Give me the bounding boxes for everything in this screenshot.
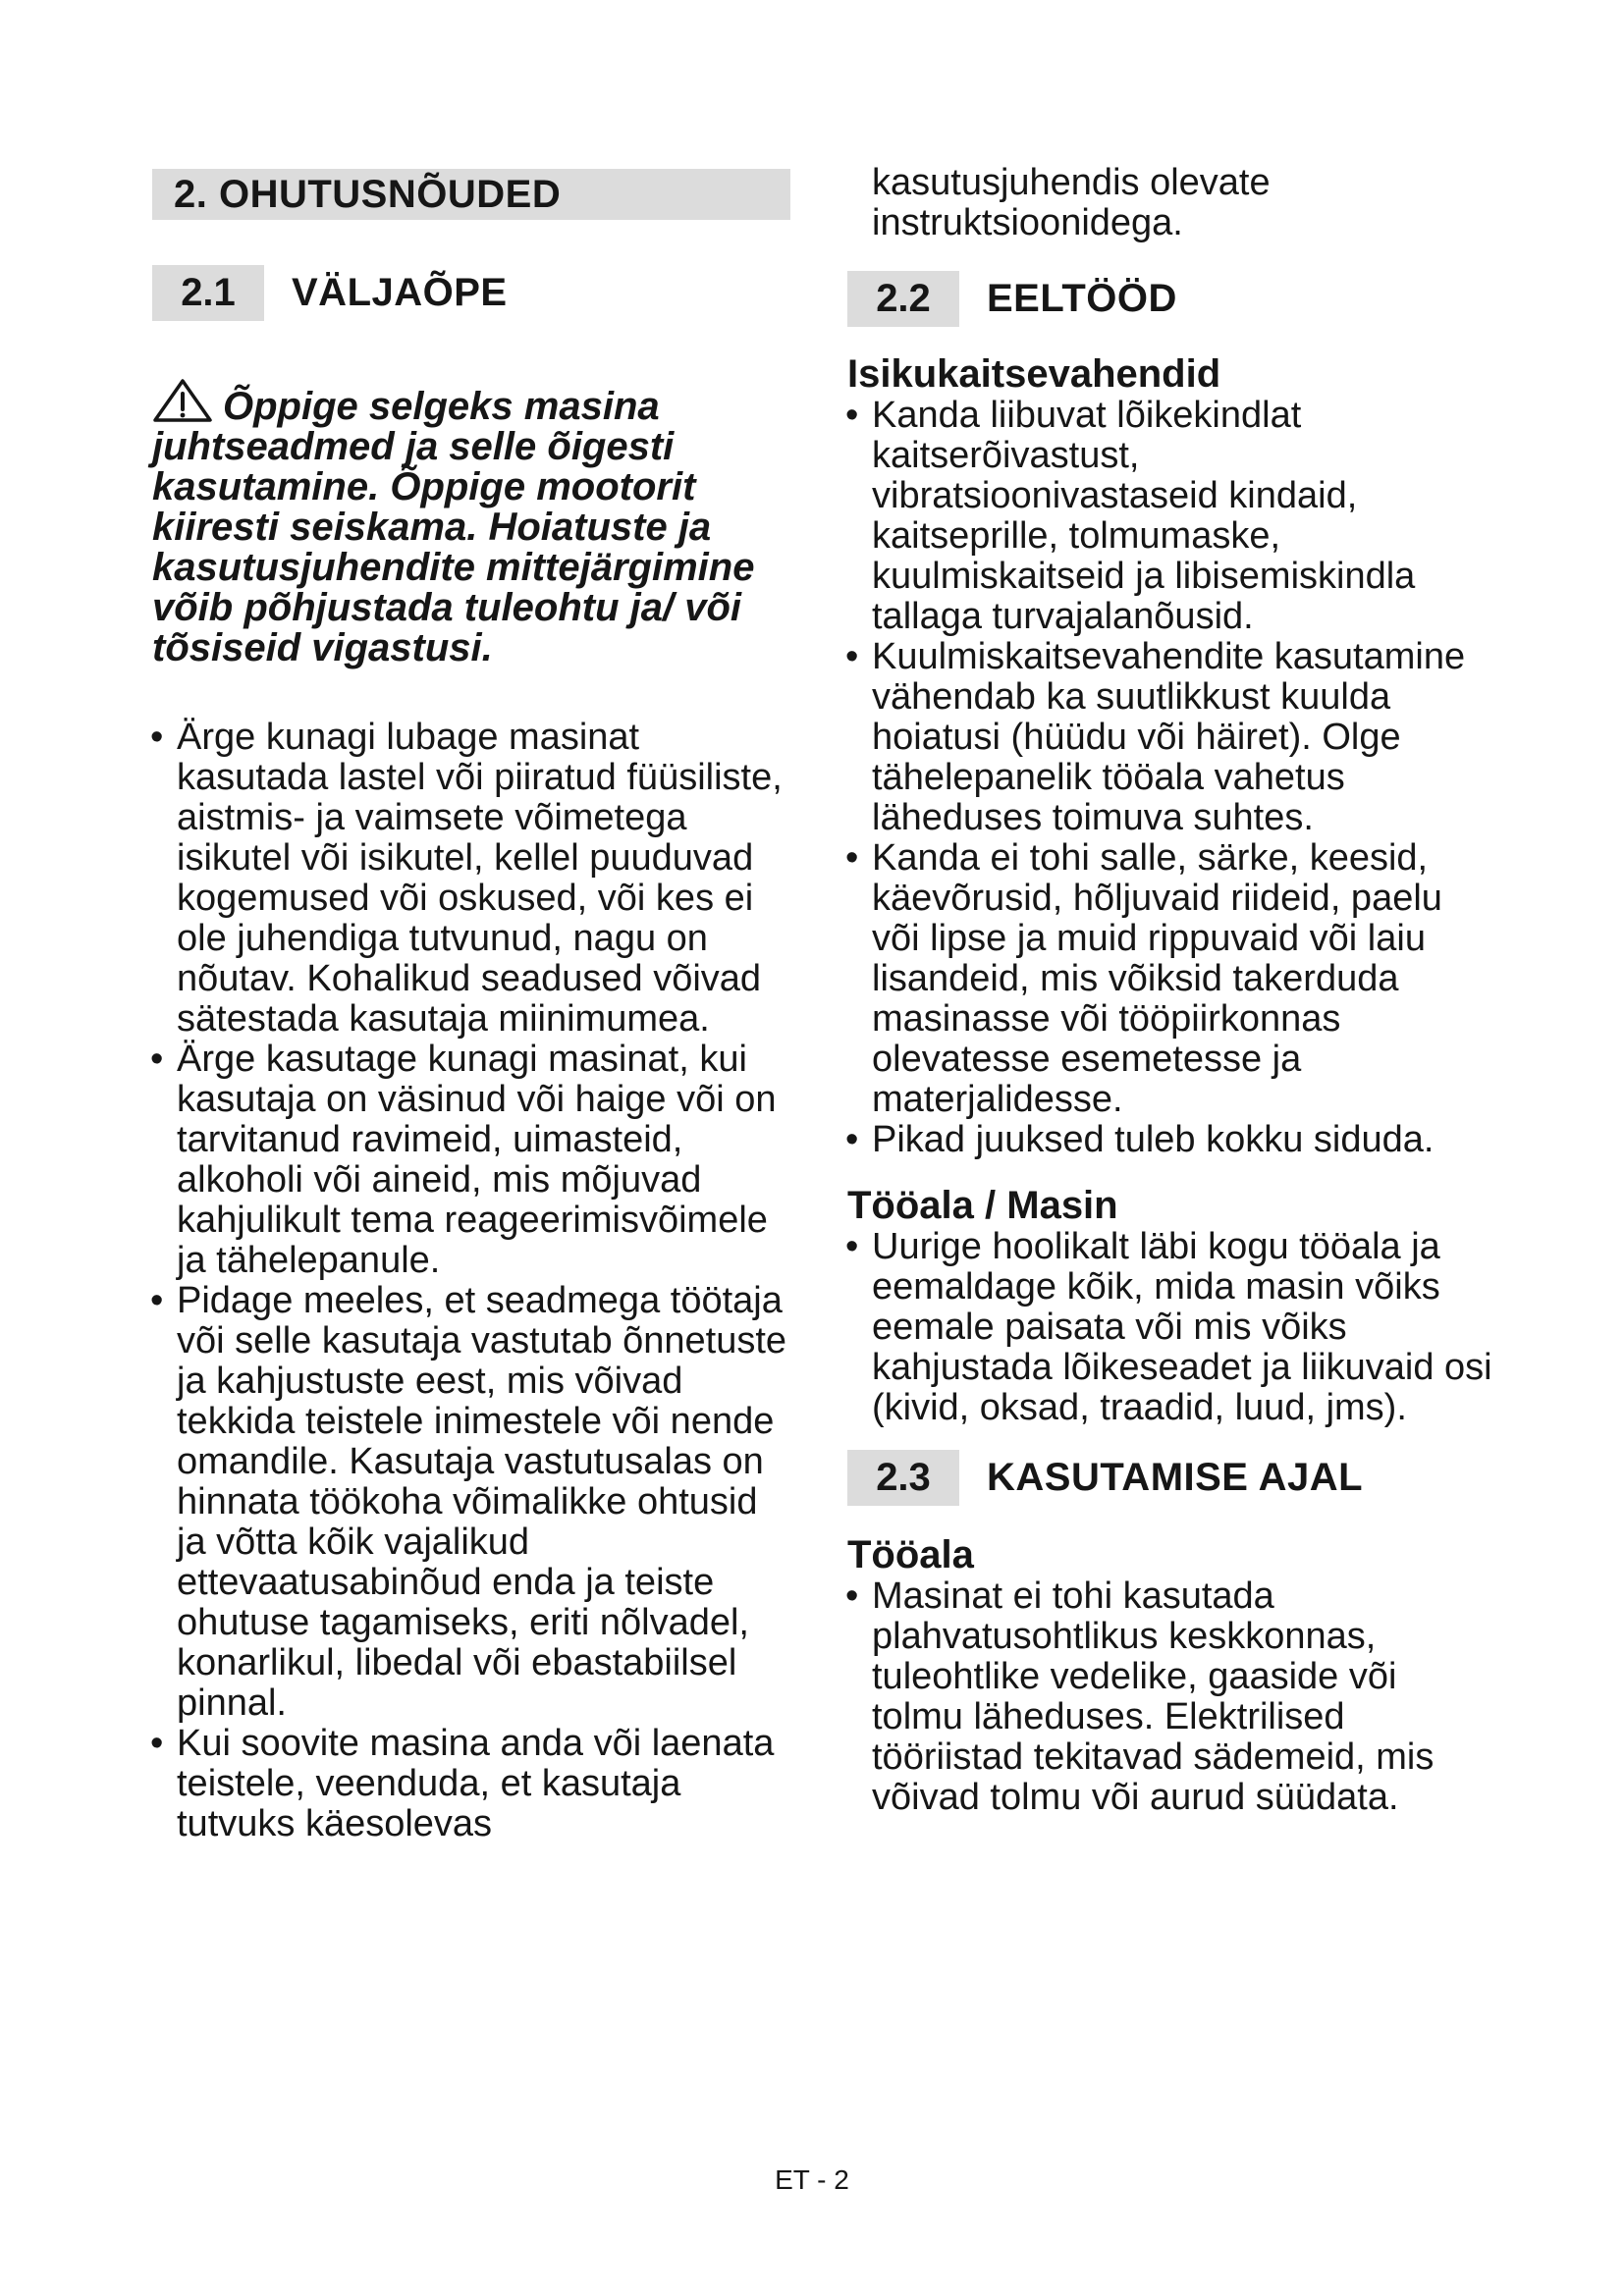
list-item: • Kui soovite masina anda või laenata teistele, veenduda, et kasutaja tutvuks käesolevas <box>152 1724 790 1844</box>
subsection-2-2-heading <box>847 271 1495 327</box>
subsection-number: 2.1 <box>152 265 264 321</box>
training-bullet-list <box>152 718 790 1844</box>
section-heading: 2. OHUTUSNÕUDED <box>152 169 790 220</box>
list-item: • Ärge kunagi lubage masinat kasutada lastel või piiratud füüsiliste, aistmis- ja vaimsete võimetega isikutel või isikutel, kellel puuduvad kogemused või oskused, või kes ei ole juhendiga tutvunud, nagu on nõutav. Kohalikud seadused võivad sätestada kasutaja miinimumea. <box>152 718 790 1040</box>
right-column <box>847 162 1495 1818</box>
subsection-number: 2.2 <box>847 271 959 327</box>
subsection-2-3-heading <box>847 1450 1495 1506</box>
warning-block <box>152 378 790 668</box>
page-number: ET - 2 <box>775 2164 849 2195</box>
left-column <box>152 169 790 1844</box>
warning-text: Õppige selgeks masina juhtseadmed ja selle õigesti kasutamine. Õppige mootorit kiiresti seiskama. Hoiatuste ja kasutusjuhendite mittejärgimine võib põhjustada tuleohtu ja/ või tõsiseid vigastusi. <box>152 385 755 669</box>
group-title-ppe: Isikukaitsevahendid <box>847 352 1221 396</box>
list-item: • Ärge kasutage kunagi masinat, kui kasutaja on väsinud või haige või on tarvitanud ravimeid, uimasteid, alkoholi või aineid, mis mõjuvad kahjulikult tema reageerimisvõimele ja tähelepanule. <box>152 1040 790 1281</box>
list-item: • Kanda ei tohi salle, särke, keesid, käevõrusid, hõljuvaid riideid, paelu või lipse ja muid rippuvaid või laiu lisandeid, mis võiksid takerduda masinasse või tööpiirkonnas olevatesse esemetesse ja materjalidesse. <box>847 838 1495 1120</box>
subsection-title: KASUTAMISE AJAL <box>987 1456 1364 1499</box>
work-area-bullet-list <box>847 1227 1495 1428</box>
group-title-work-area: Tööala / Masin <box>847 1184 1118 1227</box>
list-item: • Pikad juuksed tuleb kokku siduda. <box>847 1120 1495 1160</box>
subsection-title: VÄLJAÕPE <box>292 271 508 314</box>
during-use-bullet-list <box>847 1576 1495 1818</box>
list-item: • Kuulmiskaitsevahendite kasutamine vähendab ka suutlikkust kuulda hoiatusi (hüüdu või häiret). Olge tähelepanelik tööala vahetus läheduses toimuva suhtes. <box>847 637 1495 838</box>
subsection-2-1-heading <box>152 265 790 321</box>
subsection-title: EELTÖÖD <box>987 277 1177 320</box>
list-item: • Pidage meeles, et seadmega töötaja või selle kasutaja vastutab õnnetuste ja kahjustuste eest, mis võivad tekkida teistele inimestele või nende omandile. Kasutaja vastutusalas on hinnata töökoha võimalikke ohtusid ja võtta kõik vajalikud ettevaatusabinõud enda ja teiste ohutuse tagamiseks, eriti nõlvadel, konarlikul, libedal või ebastabiilsel pinnal. <box>152 1281 790 1724</box>
warning-triangle-icon <box>152 378 213 423</box>
ppe-bullet-list <box>847 396 1495 1160</box>
list-item: • Masinat ei tohi kasutada plahvatusohtlikus keskkonnas, tuleohtlike vedelike, gaaside või tolmu läheduses. Elektrilised tööriistad tekitavad sädemeid, mis võivad tolmu või aurud süüdata. <box>847 1576 1495 1818</box>
list-item: • Uurige hoolikalt läbi kogu tööala ja eemaldage kõik, mida masin võiks eemale paisata või mis võiks kahjustada lõikeseadet ja liikuvaid osi (kivid, oksad, traadid, luud, jms). <box>847 1227 1495 1428</box>
subsection-number: 2.3 <box>847 1450 959 1506</box>
group-title-during-use: Tööala <box>847 1533 974 1576</box>
continued-text: kasutusjuhendis olevate instruktsioonidega. <box>872 162 1271 243</box>
list-item: • Kanda liibuvat lõikekindlat kaitserõivastust, vibratsioonivastaseid kindaid, kaitseprille, tolmumaske, kuulmiskaitseid ja libisemiskindla tallaga turvajalanõusid. <box>847 396 1495 637</box>
